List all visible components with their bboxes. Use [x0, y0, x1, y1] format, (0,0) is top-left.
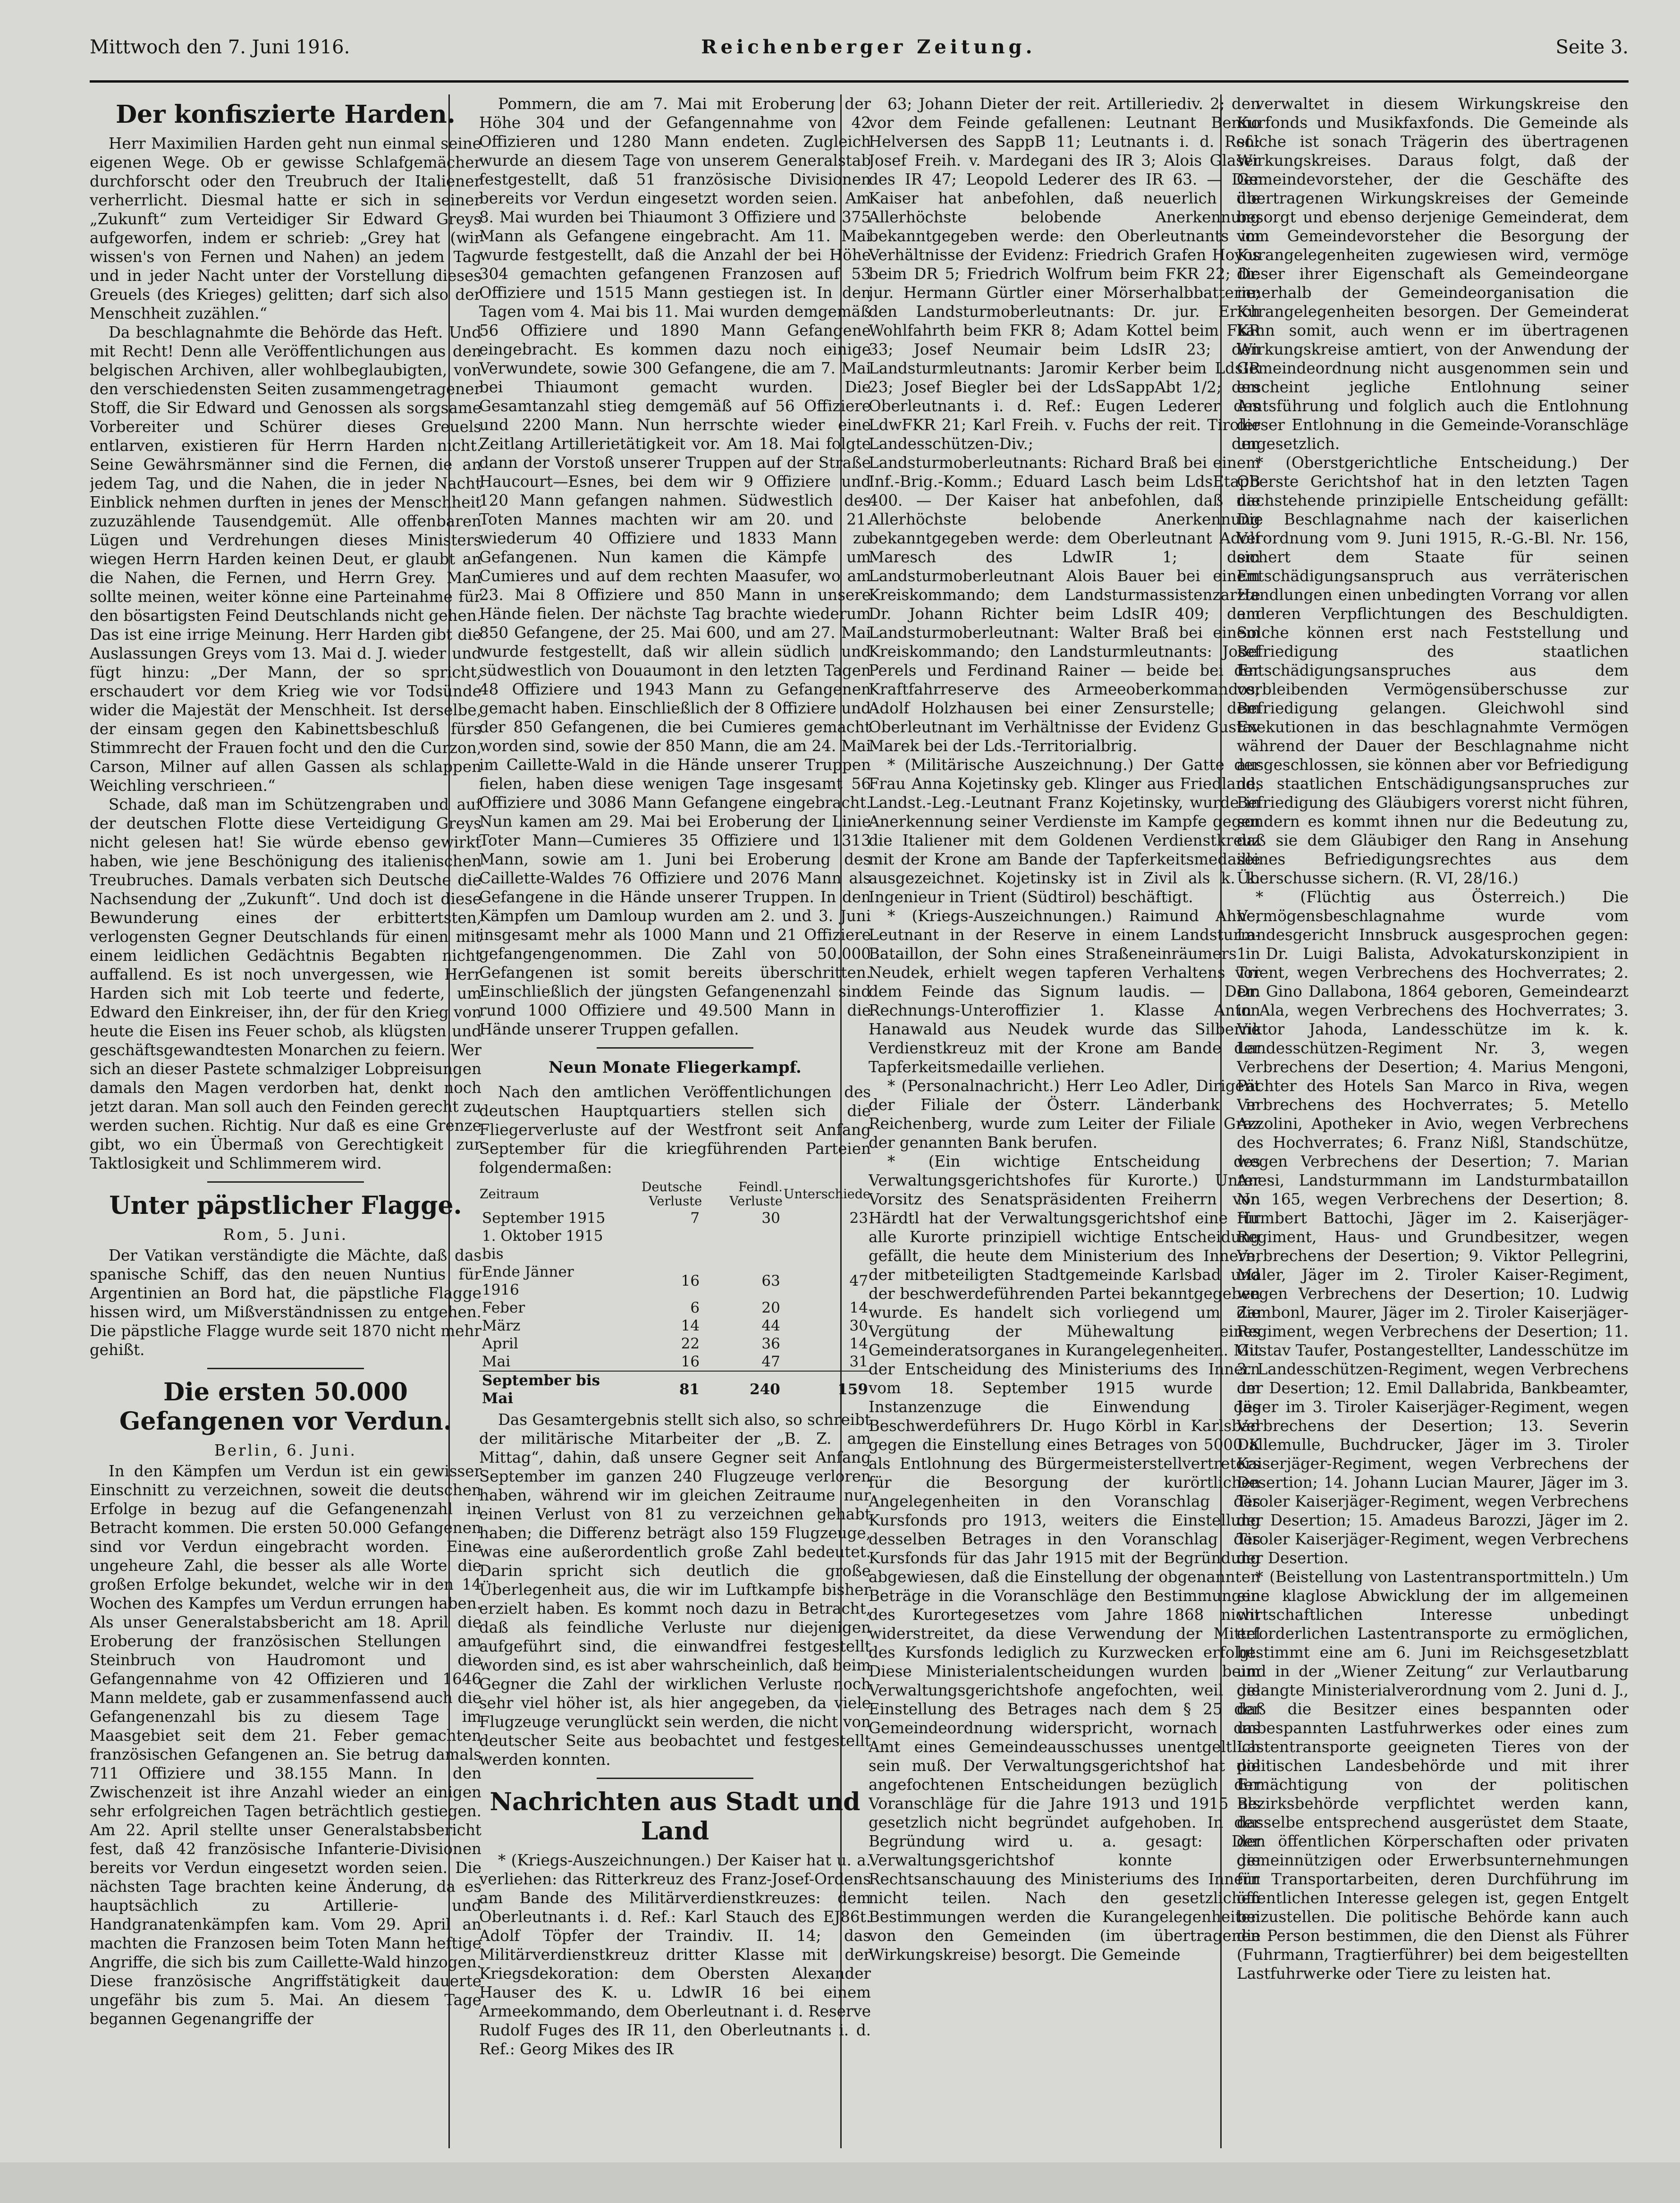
article-paragraph: Nach den amtlichen Veröffentlichungen des deutschen Hauptquartiers stellen sich die Fliegerverluste auf der Westfront seit Anfang September für die kriegführenden Parteien folgendermaßen: [479, 1083, 871, 1177]
table-header-row [479, 1180, 871, 1209]
table-row [479, 1353, 871, 1371]
article-title: Unter päpstlicher Flagge. [109, 1191, 462, 1220]
article-paragraph: * (Ein wichtige Entscheidung des Verwaltungsgerichtshofes für Kurorte.) Unter Vorsitz des Senatspräsidenten Freiherrn von Härdtl hat der Verwaltungsgerichtshof eine für alle Kurorte prinzipiell wichtige Entscheidung gefällt, die heute dem Ministerium des Innern, der mitbeteiligten Stadtgemeinde Karlsbad und der beschwerdeführenden Partei bekanntgegeben wurde. Es handelt sich vorliegend um die Vergütung der Mühewaltung eines Gemeinderatsorganes in Kurangelegenheiten. Mit der Entscheidung des Ministeriums des Innern vom 18. September 1915 wurde im Instanzenzuge die Einwendung des Beschwerdeführers Dr. Hugo Körbl in Karlsbad gegen die Einstellung eines Betrages von 5000 K als Entlohnung des Bürgermeisterstellvertreters für die Besorgung der kurörtlichen Angelegenheiten in den Voranschlag des Kursfonds pro 1913, weiters die Einstellung desselben Betrages in den Voranschlag des Kursfonds für das Jahr 1915 mit der Begründung abgewiesen, daß die Einstellung der obgenannten Beträge in die Voranschläge den Bestimmungen des Kurortegesetzes vom Jahre 1868 nicht widerstreitet, da diese Verwendung der Mittel des Kursfonds lediglich zu Kurzwecken erfolgt. Diese Ministerialentscheidungen wurden beim Verwaltungsgerichtshofe angefochten, weil die Einstellung des Betrages nach dem § 25 der Gemeindeordnung widerspricht, wornach das Amt eines Gemeindeausschusses unentgeltlich sein muß. Der Verwaltungsgerichtshof hat die angefochtenen Entscheidungen bezüglich der Voranschläge für die Jahre 1913 und 1915 als gesetzlich nicht begründet aufgehoben. In der Begründung wird u. a. gesagt: Der Verwaltungsgerichtshof konnte die Rechtsanschauung des Ministeriums des Innern nicht teilen. Nach den gesetzlichen Bestimmungen werden die Kurangelegenheiten von den Gemeinden (im übertragenen Wirkungskreise) besorgt. Die Gemeinde [869, 1152, 1260, 1964]
table-cell: September 1915 [482, 1210, 606, 1227]
article-paragraph: Schade, daß man im Schützengraben und auf der deutschen Flotte diese Verteidigung Greys nicht gelesen hat! Sie würde ebenso gewirkt haben, wie jene Beschönigung des italienischen Treubruches. Damals verbaten sich Deutsche die Nachsendung der „Zukunft“. Und doch ist diese Bewunderung eines der erbittertsten, verlogensten Gegner Deutschlands für einen mit einem leidlichen Gedächtnis Begabten nicht auffallend. Es ist noch unvergessen, wie Herr Harden sich mit Lob teerte und federte, um Edward den Einkreiser, ihn, der für den Krieg von heute die Eisen ins Feuer schob, als klügsten und geschäftsgewandtesten Monarchen zu feiern. Wer sich an dieser Pastete schmalziger Lobpreisungen damals den Magen verdorben hat, denkt noch jetzt daran. Man soll auch den Feinden gerecht zu werden suchen. Richtig. Nur daß es eine Grenze gibt, wo ein Übermaß von Gerechtigkeit zur Taktlosigkeit und Schlimmerem wird. [90, 796, 481, 1172]
table-cell: 6 [690, 1299, 700, 1316]
article-separator [597, 1778, 753, 1779]
header-rule [90, 80, 1629, 83]
article-paragraph: Das Gesamtergebnis stellt sich also, so schreibt der militärische Mitarbeiter der „B. Z. am Mittag“, dahin, daß unsere Gegner seit Anfang September im ganzen 240 Flugzeuge verloren haben, während wir im gleichen Zeitraume nur einen Verlust von 81 zu verzeichnen gehabt haben; die Differenz beträgt also 159 Flugzeuge, was eine außerordentlich große Zahl bedeutet. Darin spricht sich deutlich die große Überlegenheit aus, die wir im Luftkampfe bisher erzielt haben. Es kommt noch dazu in Betracht, daß als feindliche Verluste nur diejenigen aufgeführt sind, die einwandfrei festgestellt worden sind, es ist aber wahrscheinlich, daß beim Gegner die Zahl der wirklichen Verluste noch sehr viel höher ist, als hier angegeben, da viele Flugzeuge verunglückt sein werden, die nicht von deutscher Seite aus beobachtet und festgestellt werden konnten. [479, 1411, 871, 1769]
table-row [479, 1299, 871, 1317]
column-3 [869, 94, 1260, 2148]
newspaper-title: Reichenberger Zeitung. [701, 36, 1036, 58]
table-row [479, 1263, 871, 1299]
table-row [479, 1227, 871, 1263]
article-paragraph: 63; Johann Dieter der reit. Artilleriediv. 2; den vor dem Feinde gefallenen: Leutnant Benno Helversen des SappB 11; Leutnants i. d. Ref.: Josef Freih. v. Mardegani des IR 3; Alois Glaser des IR 47; Leopold Lederer des IR 63. — Der Kaiser hat anbefohlen, daß neuerlich die Allerhöchste belobende Anerkennung bekanntgegeben werde: den Oberleutnants im Verhältnisse der Evidenz: Friedrich Grafen Hoyos beim DR 5; Friedrich Wolfrum beim FKR 22; Dr. jur. Hermann Gürtler einer Mörserhalbbatterie; den Landsturmoberleutnants: Dr. jur. Erich Wohlfahrth beim FKR 8; Adam Kottel beim FKR 33; Josef Neumair beim LdsIR 23; den Landsturmleutnants: Jaromir Kerber beim LdsIR 23; Josef Biegler bei der LdsSappAbt 1/2; den Oberleutnants i. d. Ref.: Eugen Lederer des LdwFKR 21; Karl Freih. v. Fuchs der reit. Tiroler Landesschützen-Div.; den Landsturmoberleutnants: Richard Braß bei einem Inf.-Brig.-Komm.; Eduard Lasch beim LdsEtapB 400. — Der Kaiser hat anbefohlen, daß die Allerhöchste belobende Anerkennung bekanntgegeben werde: dem Oberleutnant Adolf Maresch des LdwIR 1; dem Landsturmoberleutnant Alois Bauer bei einem Kreiskommando; dem Landsturmassistenzarzte Dr. Johann Richter beim LdsIR 409; dem Landsturmoberleutnant: Walter Braß bei einem Kreiskommando; den Landsturmleutnants: Josef Perels und Ferdinand Rainer — beide bei der Kraftfahrreserve des Armeeoberkommandos; Adolf Holzhausen bei einer Zensurstelle; dem Oberleutnant im Verhältnisse der Evidenz Gustav Marek bei der Lds.-Territorialbrig. [869, 95, 1260, 755]
table-cell [783, 1227, 871, 1263]
article-separator [207, 1368, 364, 1369]
table-cell: 7 [690, 1210, 700, 1227]
table-row [479, 1209, 871, 1227]
article-separator [597, 1047, 753, 1049]
table-cell: 47 [761, 1353, 780, 1370]
article-paragraph: * (Beistellung von Lastentransportmitteln.) Um eine klaglose Abwicklung der im allgemeinen wirtschaftlichen Interesse unbedingt erforderlichen Lastentransporte zu ermöglichen, bestimmt eine am 6. Juni im Reichsgesetzblatt und in der „Wiener Zeitung“ zur Verlautbarung gelangte Ministerialverordnung vom 2. Juni d. J., daß die Besitzer eines bespannten oder unbespannten Lastfuhrwerkes oder eines zum Lastentransporte geeigneten Tieres von der politischen Landesbehörde und mit ihrer Ermächtigung von der politischen Bezirksbehörde verpflichtet werden kann, dasselbe entsprechend ausgerüstet dem Staate, den öffentlichen Körperschaften oder privaten gemeinnützigen oder Erwerbsunternehmungen für Transportarbeiten, deren Durchführung im öffentlichen Interesse gelegen ist, gegen Entgelt beizustellen. Die politische Behörde kann auch die Person bestimmen, die den Dienst als Führer (Fuhrmann, Tragtierführer) bei dem beigestellten Lastfuhrwerke oder Tiere zu leisten hat. [1237, 1568, 1629, 1983]
article-paragraph: In den Kämpfen um Verdun ist ein gewisser Einschnitt zu verzeichnen, soweit die deutschen Erfolge in bezug auf die Gefangenenzahl in Betracht kommen. Die ersten 50.000 Gefangenen sind vor Verdun eingebracht worden. Eine ungeheure Zahl, die besser als alle Worte die großen Erfolge bekundet, welche wir in den 14 Wochen des Kampfes um Verdun errungen haben. Als unser Generalstabsbericht am 18. April die Eroberung der französischen Stellungen am Steinbruch von Haudromont und die Gefangennahme von 42 Offizieren und 1646 Mann meldete, gab er zusammenfassend auch die Gefangenenzahl bis zu diesem Tage im Maasgebiet seit dem 21. Feber gemachten französischen Gefangenen an. Sie betrug damals 711 Offiziere und 38.155 Mann. In den Zwischenzeit ist ihre Anzahl wieder an einigen sehr erfolgreichen Tagen beträchtlich gestiegen. Am 22. April stellte unser Generalstabsbericht fest, daß 42 französische Infanterie-Divisionen bereits vor Verdun eingesetzt worden seien. Die nächsten Tage brachten keine Änderung, da es hauptsächlich zu Artillerie- und Handgranatenkämpfen kam. Vom 29. April an machten die Franzosen beim Toten Mann heftige Angriffe, die sich bis zum Caillette-Wald hinzogen. Diese französische Angriffstätigkeit dauerte ungefähr bis zum 5. Mai. An diesem Tage begannen Gegenangriffe der [90, 1462, 481, 2028]
table-cell: 44 [761, 1317, 780, 1334]
table-cell: 14 [849, 1299, 868, 1316]
page-header [90, 33, 1629, 66]
column-1 [90, 94, 481, 2148]
table-cell: 63 [761, 1272, 780, 1289]
table-cell: März [482, 1317, 521, 1334]
article-title: Neun Monate Fliegerkampf. [549, 1058, 802, 1077]
table-row [479, 1335, 871, 1353]
article-separator [207, 1181, 364, 1183]
table-cell: 20 [761, 1299, 780, 1316]
table-cell: 14 [849, 1335, 868, 1352]
table-row [479, 1317, 871, 1335]
article-paragraph: Da beschlagnahmte die Behörde das Heft. Und mit Recht! Denn alle Veröffentlichungen aus den belgischen Archiven, aller wohlbeglaubigten, von den verschiedensten Seiten zusammengetragener Stoff, die Sir Edward und Genossen als sorgsame Vorbereiter und Schürer dieses Greuels entlarven, existieren für Herrn Harden nicht. Seine Gewährsmänner sind die Fernen, die an jedem Tag, und die Nahen, die in jeder Nacht Einblick nehmen durften in jenes der Menschheit zuzuzählende Tausendgemüt. Alle offenbaren Lügen und Verdrehungen dieses Ministers wiegen Herrn Harden keinen Deut, er glaubt an die Nahen, die Fernen, und Herrn Grey. Man sollte meinen, weiter könne eine Parteinahme für den bösartigsten Feind Deutschlands nicht gehen. Das ist eine irrige Meinung. Herr Harden gibt die Auslassungen Greys vom 13. Mai d. J. wieder und fügt hinzu: „Der Mann, der so spricht, erschaudert vor dem Krieg wie vor Todsünde wider die Majestät der Menschheit. Ist derselbe, der einsam gegen den Kabinettsbeschluß fürs Stimmrecht der Frauen focht und den die Curzon, Carson, Milner auf allen Gassen als schlappen Weichling verschrieen.“ [90, 323, 481, 795]
page-number: Seite 3. [1555, 36, 1629, 58]
page-bottom-edge [0, 2162, 1680, 2203]
table-cell: 31 [849, 1353, 868, 1370]
dateline: Berlin, 6. Juni. [214, 1441, 357, 1459]
table-header: Unterschiede [783, 1187, 870, 1202]
table-cell: 16 [681, 1353, 700, 1370]
header-date: Mittwoch den 7. Juni 1916. [90, 36, 350, 58]
table-header: Zeitraum [480, 1187, 540, 1202]
article-paragraph: * (Militärische Auszeichnung.) Der Gatte der Frau Anna Kojetinsky geb. Klinger aus Friedland, Landst.-Leg.-Leutnant Franz Kojetinsky, wurde in Anerkennung seiner Verdienste im Kampfe gegen die Italiener mit dem Goldenen Verdienstkreuz mit der Krone am Bande der Tapferkeitsmedaille ausgezeichnet. Kojetinsky ist in Zivil als k. k. Ingenieur in Trient (Südtirol) beschäftigt. [869, 756, 1260, 906]
dateline: Rom, 5. Juni. [223, 1226, 348, 1244]
article-paragraph: * (Kriegs-Auszeichnungen.) Raimund Ahne, Leutnant in der Reserve in einem Landsturm-Bataillon, der Sohn eines Straßeneinräumers in Neudek, erhielt wegen tapferen Verhaltens vor dem Feinde das Signum laudis. — Dem Rechnungs-Unteroffizier 1. Klasse Anton Hanawald aus Neudek wurde das Silberne Verdienstkreuz mit der Krone am Bande der Tapferkeitsmedaille verliehen. [869, 907, 1260, 1076]
table-cell: Ende Jänner 1916 [482, 1263, 574, 1298]
table-cell: September bis Mai [479, 1371, 609, 1407]
table-cell: 30 [849, 1317, 868, 1334]
table-cell: 23 [849, 1210, 868, 1227]
table-cell: 22 [681, 1335, 700, 1352]
table-total-row [479, 1371, 871, 1407]
table-cell: 16 [681, 1272, 700, 1289]
section-title: Nachrichten aus Stadt und Land [490, 1788, 861, 1846]
table-cell: 47 [849, 1272, 868, 1289]
table-cell: 30 [761, 1210, 780, 1227]
table-cell: 36 [761, 1335, 780, 1352]
table-cell: 159 [783, 1371, 871, 1407]
flight-loss-table [479, 1180, 871, 1407]
article-paragraph: * (Oberstgerichtliche Entscheidung.) Der Oberste Gerichtshof hat in den letzten Tagen nachstehende prinzipielle Entscheidung gefällt: Die Beschlagnahme nach der kaiserlichen Verordnung vom 9. Juni 1915, R.-G.-Bl. Nr. 156, sichert dem Staate für seinen Entschädigungsanspruch aus verräterischen Handlungen einen unbedingten Vorrang vor allen anderen Verpflichtungen des Beschuldigten. Solche können erst nach Feststellung und Befriedigung des staatlichen Entschädigungsanspruches aus dem verbleibenden Vermögensüberschusse zur Befriedigung gelangen. Gleichwohl sind Exekutionen in das beschlagnahmte Vermögen während der Dauer der Beschlagnahme nicht ausgeschlossen, sie können aber vor Befriedigung des staatlichen Entschädigungsanspruches zur Befriedigung des Gläubigers vorerst nicht führen, sondern es kommt ihnen nur die Bedeutung zu, daß sie dem Gläubiger den Rang in Ansehung seines Befriedigungsrechtes aus dem Überschusse sichern. (R. VI, 28/16.) [1237, 454, 1629, 887]
article-title: Die ersten 50.000 Gefangenen vor Verdun. [119, 1378, 452, 1436]
table-cell [609, 1227, 702, 1263]
column-2 [479, 94, 871, 2148]
column-4 [1237, 94, 1629, 2148]
table-header: Deutsche Verluste [641, 1180, 702, 1209]
article-paragraph: Herr Maximilien Harden geht nun einmal seine eigenen Wege. Ob er gewisse Schlafgemächer durchforscht oder den Treubruch der Italiener verherrlicht. Diesmal hatte er sich in seiner „Zukunft“ zum Verteidiger Sir Edward Greys aufgeworfen, indem er schrieb: „Grey hat (wir wissen's von Fernen und Nahen) an jedem Tag und in jeder Nacht unter der Vorstellung dieses Greuels (des Krieges) gelitten; darf sich also der Menschheit zuzählen.“ [90, 135, 481, 322]
table-cell: 14 [681, 1317, 700, 1334]
table-cell: April [482, 1335, 518, 1352]
article-paragraph: Der Vatikan verständigte die Mächte, daß das spanische Schiff, das den neuen Nuntius für Argentinien an Bord hat, die päpstliche Flagge hissen wird, um Mißverständnissen zu entgehen. Die päpstliche Flagge wurde seit 1870 nicht mehr gehißt. [90, 1246, 481, 1359]
article-paragraph: * (Kriegs-Auszeichnungen.) Der Kaiser hat u. a. verliehen: das Ritterkreuz des Franz-Josef-Ordens am Bande des Militärverdienstkreuzes: dem Oberleutnants i. d. Ref.: Karl Stauch des EJ86t. Adolf Töpfer der Traindiv. II. 14; das Militärverdienstkreuz dritter Klasse mit der Kriegsdekoration: dem Obersten Alexander Hauser des K. u. LdwIR 16 bei einem Armeekommando, dem Oberleutnant i. d. Reserve Rudolf Fuges des IR 11, den Oberleutnants i. d. Ref.: Georg Mikes des IR [479, 1851, 871, 2058]
table-cell: 240 [702, 1371, 783, 1407]
article-paragraph: * (Personalnachricht.) Herr Leo Adler, Dirigent der Filiale der Österr. Länderbank in Reichenberg, wurde zum Leiter der Filiale Graz der genannten Bank berufen. [869, 1077, 1260, 1152]
table-header: Feindl. Verluste [729, 1180, 783, 1209]
article-paragraph: verwaltet in diesem Wirkungskreise den Kurfonds und Musikfaxfonds. Die Gemeinde als solche ist sonach Trägerin des übertragenen Wirkungskreises. Daraus folgt, daß der Gemeindevorsteher, der die Geschäfte des übertragenen Wirkungskreises der Gemeinde besorgt und ebenso derjenige Gemeinderat, dem vom Gemeindevorsteher die Besorgung der Kurangelegenheiten zugewiesen wird, vermöge dieser ihrer Eigenschaft als Gemeindeorgane innerhalb der Gemeindeorganisation die Kurangelegenheiten besorgen. Der Gemeinderat kann somit, auch wenn er im übertragenen Wirkungskreise amtiert, von der Anwendung der Gemeindeordnung nicht ausgenommen sein und erscheint jegliche Entlohnung seiner Amtsführung und folglich auch die Entlohnung dieser Entlohnung in die Gemeinde-Voranschläge ungesetzlich. [1237, 95, 1629, 453]
table-cell: Feber [482, 1299, 525, 1316]
table-cell: 1. Oktober 1915 bis [482, 1228, 603, 1262]
table-cell: Mai [482, 1353, 511, 1370]
table-cell: 81 [609, 1371, 702, 1407]
article-paragraph: * (Flüchtig aus Österreich.) Die Vermögensbeschlagnahme wurde vom Landesgericht Innsbruck ausgesprochen gegen: 1. Dr. Luigi Balista, Advokaturskonzipient in Trient, wegen Verbrechens des Hochverrates; 2. Dr. Gino Dallabona, 1864 geboren, Gemeindearzt in Ala, wegen Verbrechens des Hochverrates; 3. Viktor Jahoda, Landesschütze im k. k. Landesschützen-Regiment Nr. 3, wegen Verbrechens der Desertion; 4. Marius Mengoni, Pächter des Hotels San Marco in Riva, wegen Verbrechens des Hochverrates; 5. Metello Azzolini, Apotheker in Avio, wegen Verbrechens des Hochverrates; 6. Franz Nißl, Standschütze, wegen Verbrechens der Desertion; 7. Marian Anesi, Landsturmmann im Landsturmbataillon Nr. 165, wegen Verbrechens der Desertion; 8. Humbert Battochi, Jäger im 2. Kaiserjäger-Regiment, Haus- und Grundbesitzer, wegen Verbrechens der Desertion; 9. Viktor Pellegrini, Maler, Jäger im 2. Tiroler Kaiser-Regiment, wegen Verbrechens der Desertion; 10. Ludwig Zambonl, Maurer, Jäger im 2. Tiroler Kaiserjäger-Regiment, wegen Verbrechens der Desertion; 11. Gustav Taufer, Postangestellter, Landesschütze im 3. Landesschützen-Regiment, wegen Verbrechens der Desertion; 12. Emil Dallabrida, Bankbeamter, Jäger im 3. Tiroler Kaiserjäger-Regiment, wegen Verbrechens der Desertion; 13. Severin Dallemulle, Buchdrucker, Jäger im 3. Tiroler Kaiserjäger-Regiment, wegen Verbrechens der Desertion; 14. Johann Lucian Maurer, Jäger im 3. Tiroler Kaiserjäger-Regiment, wegen Verbrechens der Desertion; 15. Amadeus Barozzi, Jäger im 2. Tiroler Kaiserjäger-Regiment, wegen Verbrechens der Desertion. [1237, 888, 1629, 1567]
article-title: Der konfiszierte Harden. [116, 100, 456, 129]
table-cell [702, 1227, 783, 1263]
article-paragraph: Pommern, die am 7. Mai mit Eroberung der Höhe 304 und der Gefangennahme von 42 Offizieren und 1280 Mann endeten. Zugleich wurde an diesem Tage von unserem Generalstab festgestellt, daß 51 französische Divisionen bereits vor Verdun eingesetzt worden seien. Am 8. Mai wurden bei Thiaumont 3 Offiziere und 375 Mann als Gefangene eingebracht. Am 11. Mai wurde festgestellt, daß die Anzahl der bei Höhe 304 gemachten gefangenen Franzosen auf 53 Offiziere und 1515 Mann gestiegen ist. In den Tagen vom 4. Mai bis 11. Mai wurden demgemäß 56 Offiziere und 1890 Mann Gefangene eingebracht. Es kommen dazu noch einige Verwundete, sowie 300 Gefangene, die am 7. Mai bei Thiaumont gemacht wurden. Die Gesamtanzahl stieg demgemäß auf 56 Offiziere und 2200 Mann. Nun herrschte wieder eine Zeitlang Artillerietätigkeit vor. Am 18. Mai folgte dann der Vorstoß unserer Truppen auf der Straße Haucourt—Esnes, bei dem wir 9 Offiziere und 120 Mann gefangen nahmen. Südwestlich des Toten Mannes machten wir am 20. und 21. wiederum 40 Offiziere und 1833 Mann zu Gefangenen. Nun kamen die Kämpfe um Cumieres und auf dem rechten Maasufer, wo am 23. Mai 8 Offiziere und 850 Mann in unsere Hände fielen. Der nächste Tag brachte wiederum 850 Gefangene, der 25. Mai 600, und am 27. Mai wurde festgestellt, daß wir allein südlich und südwestlich von Douaumont in den letzten Tagen 48 Offiziere und 1943 Mann zu Gefangenen gemacht haben. Einschließlich der 8 Offiziere und der 850 Gefangenen, die bei Cumieres gemacht worden sind, sowie der 850 Mann, die am 24. Mai im Caillette-Wald in die Hände unserer Truppen fielen, haben diese wenigen Tage insgesamt 56 Offiziere und 3086 Mann Gefangene eingebracht. Nun kamen am 29. Mai bei Eroberung der Linie Toter Mann—Cumieres 35 Offiziere und 1313 Mann, sowie am 1. Juni bei Eroberung des Caillette-Waldes 76 Offiziere und 2076 Mann als Gefangene in die Hände unserer Truppen. In den Kämpfen um Damloup wurden am 2. und 3. Juni insgesamt mehr als 1000 Mann und 21 Offiziere gefangengenommen. Die Zahl von 50.000 Gefangenen ist somit bereits überschritten. Einschließlich der jüngsten Gefangenenzahl sind rund 1000 Offiziere und 49.500 Mann in die Hände unserer Truppen gefallen. [479, 95, 871, 1038]
